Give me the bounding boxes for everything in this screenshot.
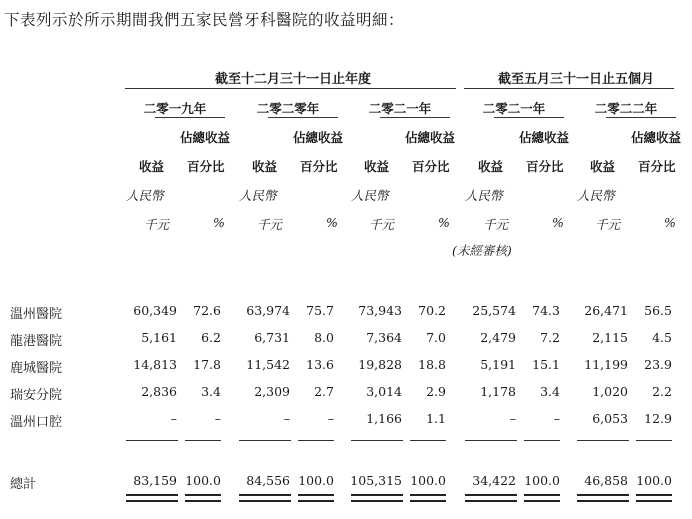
percent-unit: % [664,215,676,230]
table-cell: 2,309 [254,384,290,399]
table-cell: 23.9 [644,357,672,372]
thousand-unit: 千元 [257,217,283,232]
percent-unit: % [213,215,225,230]
total-cell: 46,858 [584,473,628,488]
percent-unit: % [438,215,450,230]
total-double-rule [410,494,446,496]
total-double-rule [126,500,178,502]
table-cell: 15.1 [532,357,560,372]
table-cell: 7,364 [366,330,402,345]
table-cell: – [283,411,290,426]
total-double-rule [298,494,334,496]
table-cell: 14,813 [133,357,177,372]
table-cell: 74.3 [532,303,560,318]
year-header: 二零二一年 [368,101,432,116]
total-double-rule [577,500,629,502]
table-cell: 2.7 [314,384,334,399]
table-cell: 11,199 [584,357,628,372]
currency-unit: 人民幣 [465,188,503,203]
table-cell: 2,479 [480,330,516,345]
year-underline [155,117,225,118]
subtotal-rule [465,440,517,441]
subtotal-rule [351,440,403,441]
year-underline [268,117,338,118]
row-label: 龍港醫院 [10,334,63,349]
total-double-rule [351,494,403,496]
subtotal-rule [298,440,334,441]
table-cell: 2.9 [426,384,446,399]
subtotal-rule [577,440,629,441]
pct-header-line2: 百分比 [412,159,450,174]
year-header: 二零二零年 [256,101,320,116]
table-cell: – [327,411,334,426]
table-cell: – [214,411,221,426]
subtotal-rule [410,440,446,441]
table-cell: 3.4 [201,384,221,399]
intro-text: 下表列示於所示期間我們五家民營牙科醫院的收益明細： [4,11,405,29]
table-cell: 1,166 [366,411,402,426]
currency-unit: 人民幣 [126,188,164,203]
total-double-rule [351,500,403,502]
subtotal-rule [636,440,672,441]
table-cell: 2,115 [592,330,628,345]
total-double-rule [465,500,517,502]
table-cell: 60,349 [133,303,177,318]
year-underline [380,117,450,118]
total-double-rule [465,494,517,496]
table-cell: 1,020 [592,384,628,399]
table-cell: – [553,411,560,426]
total-double-rule [185,500,221,502]
unaudited-note: (未經審核) [452,243,512,258]
total-double-rule [577,494,629,496]
total-double-rule [126,494,178,496]
table-cell: 3.4 [540,384,560,399]
table-cell: 73,943 [358,303,402,318]
table-cell: 5,191 [480,357,516,372]
pct-header-line2: 百分比 [638,159,676,174]
period-annual: 截至十二月三十一日止年度 [215,72,372,87]
year-underline [494,117,564,118]
total-cell: 83,159 [133,473,177,488]
year-header: 二零二二年 [594,101,658,116]
thousand-unit: 千元 [595,217,621,232]
total-double-rule [636,494,672,496]
thousand-unit: 千元 [483,217,509,232]
total-cell: 100.0 [298,473,334,488]
total-cell: 100.0 [524,473,560,488]
thousand-unit: 千元 [144,217,170,232]
total-cell: 34,422 [472,473,516,488]
table-cell: 2.2 [652,384,672,399]
table-cell: 6.2 [201,330,221,345]
table-cell: 7.2 [540,330,560,345]
total-cell: 84,556 [246,473,290,488]
thousand-unit: 千元 [369,217,395,232]
table-cell: 12.9 [644,411,672,426]
table-cell: 11,542 [246,357,290,372]
pct-header-line1: 佔總收益 [405,130,456,145]
pct-header-line1: 佔總收益 [180,130,231,145]
table-cell: 1.1 [426,411,446,426]
table-cell: 4.5 [652,330,672,345]
table-cell: 72.6 [193,303,221,318]
revenue-header: 收益 [590,159,616,174]
total-double-rule [239,494,291,496]
table-cell: 70.2 [418,303,446,318]
total-cell: 100.0 [410,473,446,488]
year-header: 二零二一年 [482,101,546,116]
year-underline [606,117,676,118]
revenue-header: 收益 [252,159,278,174]
percent-unit: % [326,215,338,230]
table-cell: 2,836 [141,384,177,399]
table-cell: 19,828 [358,357,402,372]
percent-unit: % [552,215,564,230]
period-five-month: 截至五月三十一日止五個月 [498,72,655,87]
subtotal-rule [126,440,178,441]
table-cell: 56.5 [644,303,672,318]
row-label: 瑞安分院 [10,388,63,403]
total-cell: 100.0 [636,473,672,488]
subtotal-rule [239,440,291,441]
total-double-rule [524,494,560,496]
table-cell: 5,161 [141,330,177,345]
table-cell: 3,014 [366,384,402,399]
total-double-rule [524,500,560,502]
total-cell: 105,315 [350,473,402,488]
table-cell: 25,574 [472,303,516,318]
table-cell: 26,471 [584,303,628,318]
subtotal-rule [524,440,560,441]
total-double-rule [636,500,672,502]
pct-header-line2: 百分比 [300,159,338,174]
pct-header-line2: 百分比 [526,159,564,174]
period-annual-underline [125,88,456,89]
currency-unit: 人民幣 [577,188,615,203]
row-label: 鹿城醫院 [10,361,63,376]
currency-unit: 人民幣 [239,188,277,203]
total-double-rule [410,500,446,502]
total-double-rule [185,494,221,496]
year-header: 二零一九年 [143,101,207,116]
period-five-month-underline [464,88,674,89]
pct-header-line1: 佔總收益 [293,130,344,145]
table-cell: 6,731 [254,330,290,345]
currency-unit: 人民幣 [351,188,389,203]
total-cell: 100.0 [185,473,221,488]
pct-header-line1: 佔總收益 [519,130,570,145]
row-label: 溫州醫院 [10,307,63,322]
revenue-header: 收益 [139,159,165,174]
pct-header-line1: 佔總收益 [631,130,682,145]
table-cell: 17.8 [193,357,221,372]
table-cell: 6,053 [592,411,628,426]
table-cell: 63,974 [246,303,290,318]
table-cell: 18.8 [418,357,446,372]
total-double-rule [239,500,291,502]
total-label: 總計 [10,477,37,492]
table-cell: 1,178 [480,384,516,399]
row-label: 溫州口腔 [10,415,63,430]
table-cell: – [509,411,516,426]
subtotal-rule [185,440,221,441]
table-cell: 8.0 [314,330,334,345]
table-cell: – [170,411,177,426]
total-double-rule [298,500,334,502]
table-cell: 7.0 [426,330,446,345]
table-cell: 13.6 [306,357,334,372]
revenue-header: 收益 [364,159,390,174]
pct-header-line2: 百分比 [187,159,225,174]
table-cell: 75.7 [306,303,334,318]
revenue-header: 收益 [478,159,504,174]
